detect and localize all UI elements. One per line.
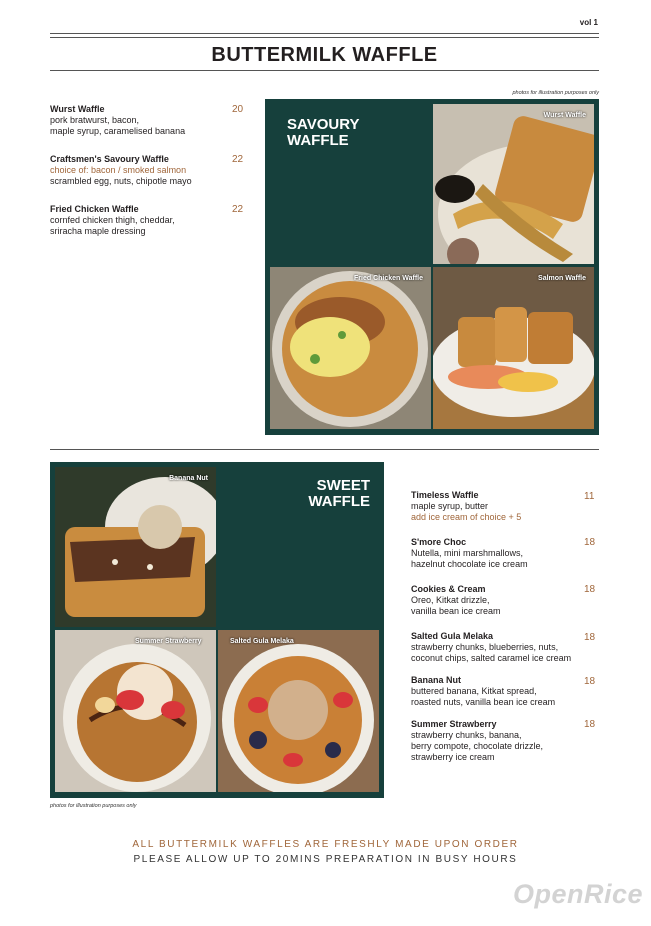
item-desc: buttered banana, Kitkat spread, <box>411 686 537 696</box>
item-desc: hazelnut chocolate ice cream <box>411 559 528 569</box>
item-name: S'more Choc <box>411 537 467 547</box>
item-desc: scrambled egg, nuts, chipotle mayo <box>50 176 192 186</box>
item-price: 18 <box>584 719 596 730</box>
summer-strawberry-photo <box>55 630 216 792</box>
item-price: 20 <box>232 104 244 115</box>
item-price: 18 <box>584 632 596 643</box>
savoury-photo-panel <box>265 99 599 435</box>
item-desc: coconut chips, salted caramel ice cream <box>411 653 572 663</box>
item-desc: Oreo, Kitkat drizzle, <box>411 595 490 605</box>
footer-notice-line-2: PLEASE ALLOW UP TO 20MINS PREPARATION IN BUSY HOURS <box>133 854 518 865</box>
salmon-waffle-photo <box>433 267 594 429</box>
salmon-waffle-image <box>433 267 594 429</box>
salted-gula-melaka-photo <box>218 630 379 792</box>
wurst-waffle-photo <box>433 104 594 264</box>
photo-note-top: photos for illustration purposes only <box>512 90 599 96</box>
item-name: Fried Chicken Waffle <box>50 204 139 214</box>
menu-item-salted-gula-melaka <box>411 631 571 664</box>
menu-item-craftsmens-savoury-waffle <box>50 154 192 187</box>
summer-strawberry-image <box>55 630 216 792</box>
item-name: Craftsmen's Savoury Waffle <box>50 154 169 164</box>
fried-chicken-waffle-image <box>270 267 431 429</box>
photo-caption: Summer Strawberry <box>135 638 202 645</box>
menu-item-summer-strawberry <box>411 719 543 763</box>
item-desc: strawberry chunks, banana, <box>411 730 522 740</box>
item-desc: vanilla bean ice cream <box>411 606 501 616</box>
item-name: Wurst Waffle <box>50 104 105 114</box>
item-desc: maple syrup, butter <box>411 501 489 511</box>
item-price: 18 <box>584 584 596 595</box>
footer-notice-line-1: ALL BUTTERMILK WAFFLES ARE FRESHLY MADE UPON ORDER <box>132 839 519 850</box>
sweet-photo-panel <box>50 462 384 798</box>
item-name: Banana Nut <box>411 675 462 685</box>
menu-item-cookies-cream <box>411 584 501 617</box>
menu-item-smore-choc <box>411 537 528 570</box>
banana-nut-photo <box>55 467 216 627</box>
top-rule-1 <box>50 33 599 34</box>
menu-item-wurst-waffle <box>50 104 185 137</box>
menu-item-timeless-waffle <box>411 490 521 523</box>
item-price: 18 <box>584 676 596 687</box>
fried-chicken-waffle-photo <box>270 267 431 429</box>
openrice-watermark: OpenRice <box>512 879 643 909</box>
volume-label: vol 1 <box>579 18 598 27</box>
menu-item-fried-chicken-waffle <box>50 204 175 237</box>
banana-nut-image <box>55 467 216 627</box>
item-name: Summer Strawberry <box>411 719 497 729</box>
item-price: 22 <box>232 204 244 215</box>
item-name: Timeless Waffle <box>411 490 479 500</box>
item-desc: pork bratwurst, bacon, <box>50 115 140 125</box>
item-name: Salted Gula Melaka <box>411 631 494 641</box>
item-price: 18 <box>584 537 596 548</box>
item-name: Cookies & Cream <box>411 584 486 594</box>
item-desc: cornfed chicken thigh, cheddar, <box>50 215 175 225</box>
item-choice: choice of: bacon / smoked salmon <box>50 165 187 175</box>
savoury-panel-title <box>287 117 360 149</box>
wurst-waffle-image <box>433 104 594 264</box>
item-desc: berry compote, chocolate drizzle, <box>411 741 544 751</box>
page-title: BUTTERMILK WAFFLE <box>211 44 438 66</box>
sweet-panel-title <box>308 478 370 510</box>
item-price: 22 <box>232 154 244 165</box>
photo-caption: Salted Gula Melaka <box>230 638 294 645</box>
item-desc: maple syrup, caramelised banana <box>50 126 186 136</box>
photo-caption: Banana Nut <box>169 475 208 482</box>
item-desc: strawberry ice cream <box>411 752 495 762</box>
photo-note-bottom: photos for illustration purposes only <box>50 803 137 809</box>
item-choice: add ice cream of choice + 5 <box>411 512 522 522</box>
top-rule-2 <box>50 37 599 38</box>
item-desc: strawberry chunks, blueberries, nuts, <box>411 642 559 652</box>
section-rule <box>50 449 599 450</box>
photo-caption: Wurst Waffle <box>543 112 586 119</box>
item-desc: roasted nuts, vanilla bean ice cream <box>411 697 556 707</box>
panel-title-line: WAFFLE <box>287 132 349 149</box>
panel-title-line: SWEET <box>316 477 370 494</box>
title-rule <box>50 70 599 71</box>
item-desc: Nutella, mini marshmallows, <box>411 548 524 558</box>
item-price: 11 <box>584 491 595 502</box>
panel-title-line: WAFFLE <box>308 493 370 510</box>
photo-caption: Fried Chicken Waffle <box>354 275 423 282</box>
menu-item-banana-nut <box>411 675 555 708</box>
panel-title-line: SAVOURY <box>287 116 360 133</box>
photo-caption: Salmon Waffle <box>538 275 586 282</box>
salted-gula-melaka-image <box>218 630 379 792</box>
item-desc: sriracha maple dressing <box>50 226 146 236</box>
